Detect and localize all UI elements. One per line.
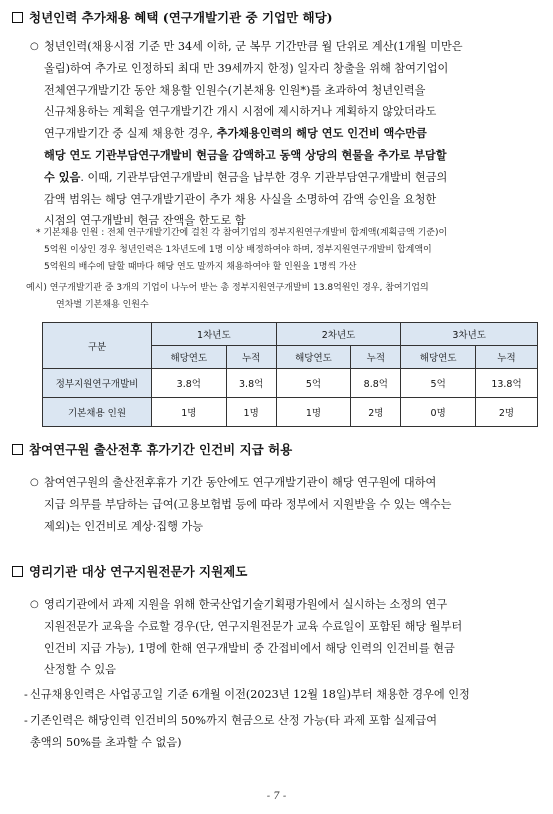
table-row-label: 정부지원연구개발비 <box>43 369 152 398</box>
circle-bullet-icon: ○ <box>30 599 39 610</box>
table-row <box>43 369 538 398</box>
section-heading-2: 참여연구원 출산전후 휴가기간 인건비 지급 허용 <box>12 440 292 458</box>
hiring-table <box>42 322 538 427</box>
circle-bullet-icon: ○ <box>30 41 39 52</box>
table-sub-header: 해당연도 <box>401 346 476 369</box>
dash-item-existing-staff: - 기존인력은 해당인력 인건비의 50%까지 현금으로 산정 가능(타 과제 포함 실제급여 총액의 50%를 초과할 수 없음) <box>24 714 438 749</box>
circle-bullet-icon: ○ <box>30 477 39 488</box>
table-sub-header: 누적 <box>351 346 401 369</box>
table-corner: 구분 <box>43 323 152 369</box>
dash-item-new-hire: - 신규채용인력은 사업공고일 기준 6개월 이전(2023년 12월 18일)부터 채용한 경우에 인정 <box>24 688 470 701</box>
footnote-basic-hiring: * 기본채용 인원 : 전체 연구개발기간에 걸친 각 참여기업의 정부지원연구개발비 합계액(계획금액 기준)이 5억원 이상인 경우 청년인력은 1차년도에 1명 이상 배정하여야 하며, 정부지원연구개발비 합계액이 5억원의 배수에 달할 때마다 해당 연도 말까지 채용하여야 할 인원을 1명씩 가산 <box>36 228 448 272</box>
table-cell: 13.8억 <box>475 369 537 398</box>
table-year-header: 1차년도 <box>152 323 277 346</box>
table-sub-header: 해당연도 <box>276 346 351 369</box>
table-cell: 1명 <box>276 398 351 427</box>
checkbox-square-icon <box>12 444 23 455</box>
table-year-header: 2차년도 <box>276 323 401 346</box>
table-cell: 8.8억 <box>351 369 401 398</box>
checkbox-square-icon <box>12 566 23 577</box>
section-heading-3: 영리기관 대상 연구지원전문가 지원제도 <box>12 562 247 580</box>
table-cell: 5억 <box>401 369 476 398</box>
table-sub-header: 누적 <box>475 346 537 369</box>
page-number: - 7 - <box>266 791 287 802</box>
table-cell: 2명 <box>351 398 401 427</box>
section-heading-1: 청년인력 추가채용 혜택 (연구개발기관 중 기업만 해당) <box>12 8 333 26</box>
table-cell: 3.8억 <box>226 369 276 398</box>
table-cell: 0명 <box>401 398 476 427</box>
table-cell: 1명 <box>226 398 276 427</box>
example-note: 예시) 연구개발기관 중 3개의 기업이 나누어 받는 총 정부지원연구개발비 13.8억원인 경우, 참여기업의 연차별 기본채용 인원수 <box>26 283 429 310</box>
table-cell: 1명 <box>152 398 227 427</box>
table-sub-header: 해당연도 <box>152 346 227 369</box>
table-sub-header: 누적 <box>226 346 276 369</box>
table-cell: 5억 <box>276 369 351 398</box>
table-row <box>43 398 538 427</box>
checkbox-square-icon <box>12 12 23 23</box>
section1-paragraph: ○ 청년인력(채용시점 기준 만 34세 이하, 군 복무 기간만큼 월 단위로 계산(1개월 미만은 올림)하여 추가로 인정하되 최대 만 39세까지 한정) 일자리 창출을 위해 참여기업이 전체연구개발기간 동안 채용할 인원수(기본채용 인원*)를 초과하여 청년인력을 신규채용하는 계획을 연구개발기간 개시 시점에 제시하거나 계획하지 않았더라도 연구개발기간 중 실제 채용한 경우, 추가채용인력의 해당 연도 인건비 액수만큼 해당 연도 기관부담연구개발비 현금을 감액하고 동액 상당의 현물을 추가로 부담할 수 있음. 이때, 기관부담연구개발비 현금을 납부한 경우 기관부담연구개발비 현금의 감액 범위는 해당 연구개발기관이 추가 채용 사실을 소명하여 감액 승인을 요청한 시점의 연구개발비 현금 잔액을 한도로 함 <box>44 36 536 232</box>
section3-paragraph: ○ 영리기관에서 과제 지원을 위해 한국산업기술기획평가원에서 실시하는 소정의 연구 지원전문가 교육을 수료할 경우(단, 연구지원전문가 교육 수료일이 포함된 해당 월부터 인건비 지급 가능), 1명에 한해 연구개발비 중 간접비에서 해당 인력의 인건비를 현금 산정할 수 있음 <box>44 594 536 681</box>
table-cell: 2명 <box>475 398 537 427</box>
table-year-header: 3차년도 <box>401 323 538 346</box>
section2-paragraph: ○ 참여연구원의 출산전후휴가 기간 동안에도 연구개발기관이 해당 연구원에 대하여 지급 의무를 부담하는 급여(고용보험법 등에 따라 정부에서 지원받을 수 있는 액수는 제외)는 인건비로 계상·집행 가능 <box>44 472 536 537</box>
table-cell: 3.8억 <box>152 369 227 398</box>
table-row-label: 기본채용 인원 <box>43 398 152 427</box>
